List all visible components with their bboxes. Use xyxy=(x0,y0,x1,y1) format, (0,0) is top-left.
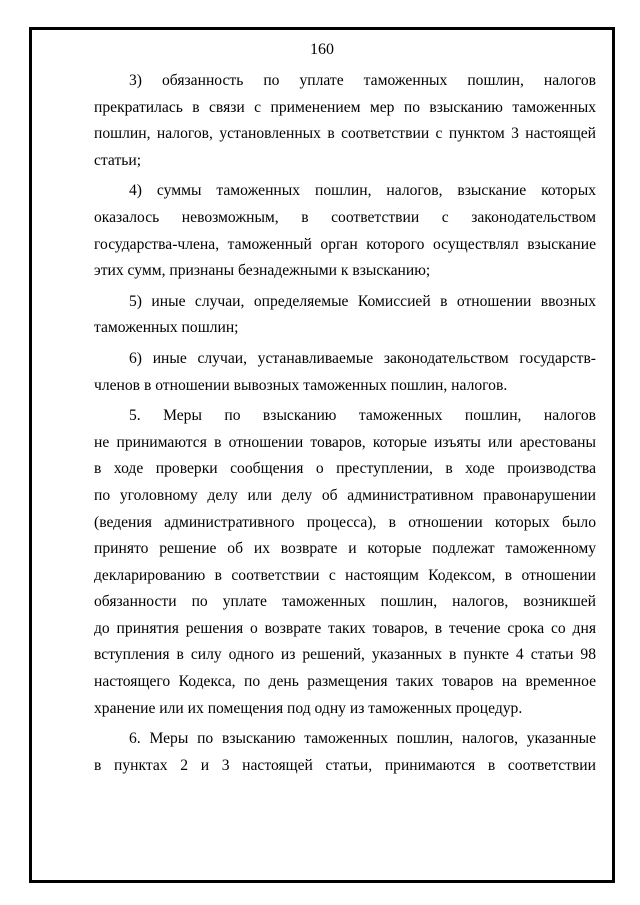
text-line: хранение или их помещения под одну из таможенных процедур. xyxy=(94,699,523,717)
paragraph xyxy=(94,68,596,174)
text-line: прекратилась в связи с применением мер по взысканию таможенных xyxy=(94,98,596,116)
paragraph xyxy=(94,403,596,722)
text-line: по уголовному делу или делу об административном правонарушении xyxy=(94,486,596,504)
text-line: настоящего Кодекса, по день размещения таких товаров на временное xyxy=(94,673,596,691)
text-line: 4) суммы таможенных пошлин, налогов, взыскание которых xyxy=(129,182,596,200)
text-line: (ведения административного процесса), в отношении которых было xyxy=(94,513,596,531)
text-line: обязанности по уплате таможенных пошлин, налогов, возникшей xyxy=(94,593,596,611)
text-line: оказалось невозможным, в соответствии с законодательством xyxy=(94,208,596,226)
paragraph xyxy=(94,726,596,779)
text-line: принято решение об их возврате и которые подлежат таможенному xyxy=(94,540,596,558)
text-line: государства-члена, таможенный орган которого осуществлял взыскание xyxy=(94,235,596,253)
text-line: таможенных пошлин; xyxy=(94,319,239,337)
paragraph xyxy=(94,178,596,284)
text-line: 6) иные случаи, устанавливаемые законодательством государств- xyxy=(129,349,596,367)
text-line: в ходе проверки сообщения о преступлении, в ходе производства xyxy=(94,460,596,478)
text-line: до принятия решения о возврате таких товаров, в течение срока со дня xyxy=(94,619,596,637)
text-line: 6. Меры по взысканию таможенных пошлин, налогов, указанные xyxy=(129,730,596,748)
text-line: пошлин, налогов, установленных в соответствии с пунктом 3 настоящей xyxy=(94,125,596,143)
text-line: статьи; xyxy=(94,151,142,169)
text-line: 5. Меры по взысканию таможенных пошлин, налогов xyxy=(129,407,596,425)
text-line: 3) обязанность по уплате таможенных пошлин, налогов xyxy=(129,72,596,89)
text-line: не принимаются в отношении товаров, которые изъяты или арестованы xyxy=(94,433,596,451)
paragraph xyxy=(94,346,596,399)
page-frame xyxy=(29,27,615,883)
text-line: декларированию в соответствии с настоящим Кодексом, в отношении xyxy=(94,566,596,584)
text-line: в пунктах 2 и 3 настоящей статьи, принимаются в соответствии xyxy=(94,756,596,774)
text-line: этих сумм, признаны безнадежными к взысканию; xyxy=(94,262,431,280)
text-line: членов в отношении вывозных таможенных пошлин, налогов. xyxy=(94,376,508,394)
text-line: 5) иные случаи, определяемые Комиссией в отношении ввозных xyxy=(129,292,596,310)
document-body xyxy=(94,68,596,779)
paragraph xyxy=(94,289,596,342)
text-line: вступления в силу одного из решений, указанных в пункте 4 статьи 98 xyxy=(94,646,596,664)
page-number: 160 xyxy=(310,41,334,58)
